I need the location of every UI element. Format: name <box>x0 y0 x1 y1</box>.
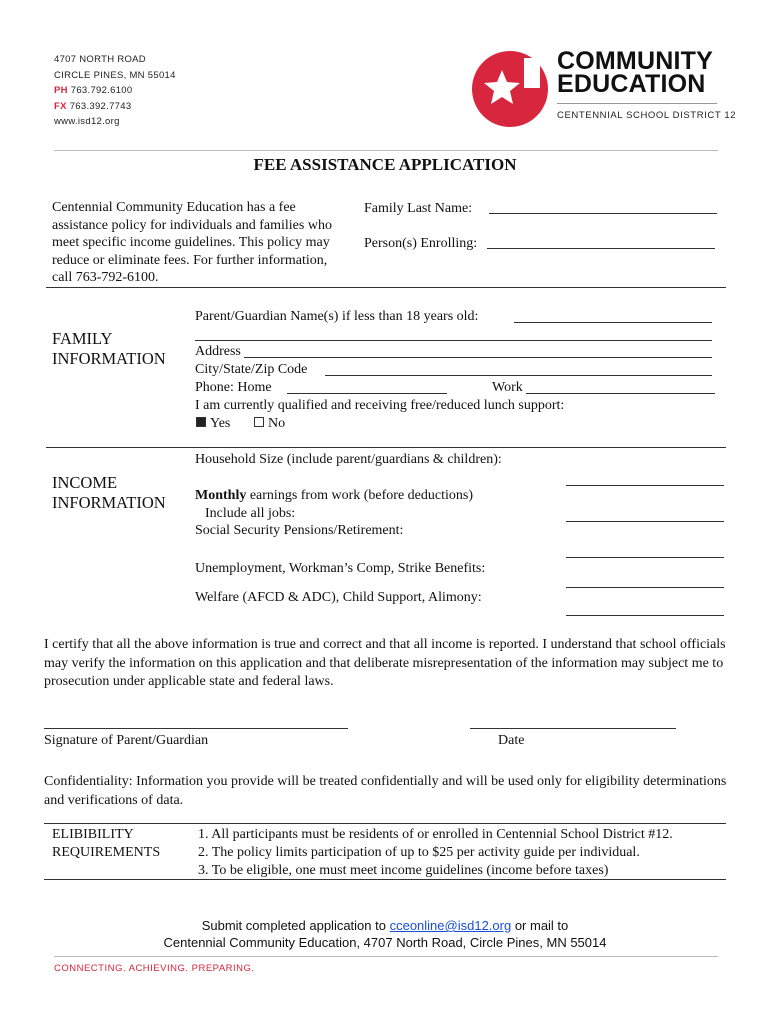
header-divider <box>54 150 718 151</box>
monthly-earnings-field[interactable] <box>566 521 724 522</box>
welfare-label: Welfare (AFCD & ADC), Child Support, Alimony: <box>195 590 482 605</box>
page-title: FEE ASSISTANCE APPLICATION <box>253 155 517 174</box>
phone-home-label: Phone: Home <box>195 380 272 395</box>
city-state-zip-field[interactable] <box>325 375 712 376</box>
submit-instructions <box>0 917 770 934</box>
logo-divider <box>557 103 717 104</box>
no-label: No <box>268 416 286 431</box>
family-heading-line2: INFORMATION <box>52 349 166 368</box>
family-heading-line1: FAMILY <box>52 329 113 348</box>
city-state-zip-label: City/State/Zip Code <box>195 362 308 377</box>
eligibility-top-rule <box>44 823 726 824</box>
policy-text: Centennial Community Education has a fee assistance policy for individuals and families who meet specific income guidelines. This policy may reduce or eliminate fees. For further information, call 763-792-6100. <box>52 200 332 285</box>
household-size-label: Household Size (include parent/guardians & children): <box>195 452 502 467</box>
family-last-name-field[interactable] <box>489 213 717 214</box>
community-education-logo-icon <box>470 48 550 130</box>
lunch-no-option[interactable] <box>254 415 285 433</box>
eligibility-heading-line1: ELIBIBILITY <box>52 827 134 842</box>
income-heading-line1: INCOME <box>52 473 118 492</box>
mail-address: Centennial Community Education, 4707 North Road, Circle Pines, MN 55014 <box>163 935 607 950</box>
section-divider <box>46 447 726 448</box>
guardian-name-label: Parent/Guardian Name(s) if less than 18 years old: <box>195 309 479 324</box>
phone-label: PH <box>54 85 68 96</box>
fax-line <box>54 99 176 115</box>
eligibility-item: 1. All participants must be residents of or enrolled in Centennial School District #12. <box>198 827 673 842</box>
yes-label: Yes <box>210 416 231 431</box>
income-section-heading <box>52 473 166 513</box>
eligibility-heading <box>52 826 160 862</box>
monthly-rest: earnings from work (before deductions) <box>246 488 473 503</box>
date-field[interactable] <box>470 728 676 729</box>
fax-label: FX <box>54 100 67 112</box>
household-size-field[interactable] <box>566 485 724 486</box>
family-last-name-label: Family Last Name: <box>364 201 473 216</box>
phone-number: 763.792.6100 <box>70 85 133 96</box>
signature-label: Signature of Parent/Guardian <box>44 733 209 748</box>
eligibility-item: 3. To be eligible, one must meet income guidelines (income before taxes) <box>198 863 609 878</box>
social-security-field[interactable] <box>566 557 724 558</box>
submit-post: or mail to <box>511 918 569 933</box>
phone-home-field[interactable] <box>287 393 447 394</box>
unemployment-field[interactable] <box>566 587 724 588</box>
logo-line1: COMMUNITY <box>557 47 713 75</box>
header-address <box>54 52 176 130</box>
address-field[interactable] <box>244 357 712 358</box>
logo-subtitle: CENTENNIAL SCHOOL DISTRICT 12 <box>557 110 737 121</box>
fax-number: 763.392.7743 <box>69 100 132 112</box>
persons-enrolling-label: Person(s) Enrolling: <box>364 236 478 251</box>
unemployment-label: Unemployment, Workman’s Comp, Strike Benefits: <box>195 561 486 576</box>
guardian-name-field-2[interactable] <box>195 340 712 341</box>
signature-field[interactable] <box>44 728 348 729</box>
address-line2: CIRCLE PINES, MN 55014 <box>54 69 176 81</box>
monthly-earnings-label <box>195 487 473 505</box>
certification-text: I certify that all the above information is true and correct and that all income is reported. I understand that school officials may verify the information on this application and that deliberate misrepresentation of the information may subject me to prosecution under applicable state and federal laws. <box>44 637 726 689</box>
eligibility-bottom-rule <box>44 879 726 880</box>
welfare-field[interactable] <box>566 615 724 616</box>
eligibility-heading-line2: REQUIREMENTS <box>52 845 161 860</box>
footer-divider <box>54 956 718 957</box>
income-heading-line2: INFORMATION <box>52 493 166 512</box>
email-link[interactable]: cceonline@isd12.org <box>389 918 512 933</box>
section-divider <box>46 287 726 288</box>
lunch-yes-option[interactable] <box>196 415 230 433</box>
guardian-name-field-1[interactable] <box>514 322 712 323</box>
family-section-heading <box>52 329 166 369</box>
phone-work-field[interactable] <box>526 393 715 394</box>
persons-enrolling-field[interactable] <box>487 248 715 249</box>
address-line1: 4707 NORTH ROAD <box>54 54 146 65</box>
phone-line <box>54 83 176 99</box>
include-jobs-label: Include all jobs: <box>205 506 296 521</box>
logo-line2: EDUCATION <box>557 70 706 98</box>
social-security-label: Social Security Pensions/Retirement: <box>195 523 404 538</box>
lunch-support-label: I am currently qualified and receiving free/reduced lunch support: <box>195 398 565 413</box>
website[interactable]: www.isd12.org <box>54 116 120 127</box>
no-checkbox[interactable] <box>254 417 264 427</box>
eligibility-list <box>198 826 673 880</box>
submit-pre: Submit completed application to <box>201 918 390 933</box>
date-label: Date <box>498 733 525 748</box>
yes-checkbox[interactable] <box>196 417 206 427</box>
address-label: Address <box>195 344 241 359</box>
tagline: CONNECTING. ACHIEVING. PREPARING. <box>54 963 255 974</box>
confidentiality-text: Confidentiality: Information you provide will be treated confidentially and will be used only for eligibility determinations and verifications of data. <box>44 774 727 808</box>
monthly-bold: Monthly <box>195 488 247 503</box>
eligibility-item: 2. The policy limits participation of up to $25 per activity guide per individual. <box>198 845 640 860</box>
phone-work-label: Work <box>492 380 523 395</box>
logo-wordmark <box>557 47 713 98</box>
